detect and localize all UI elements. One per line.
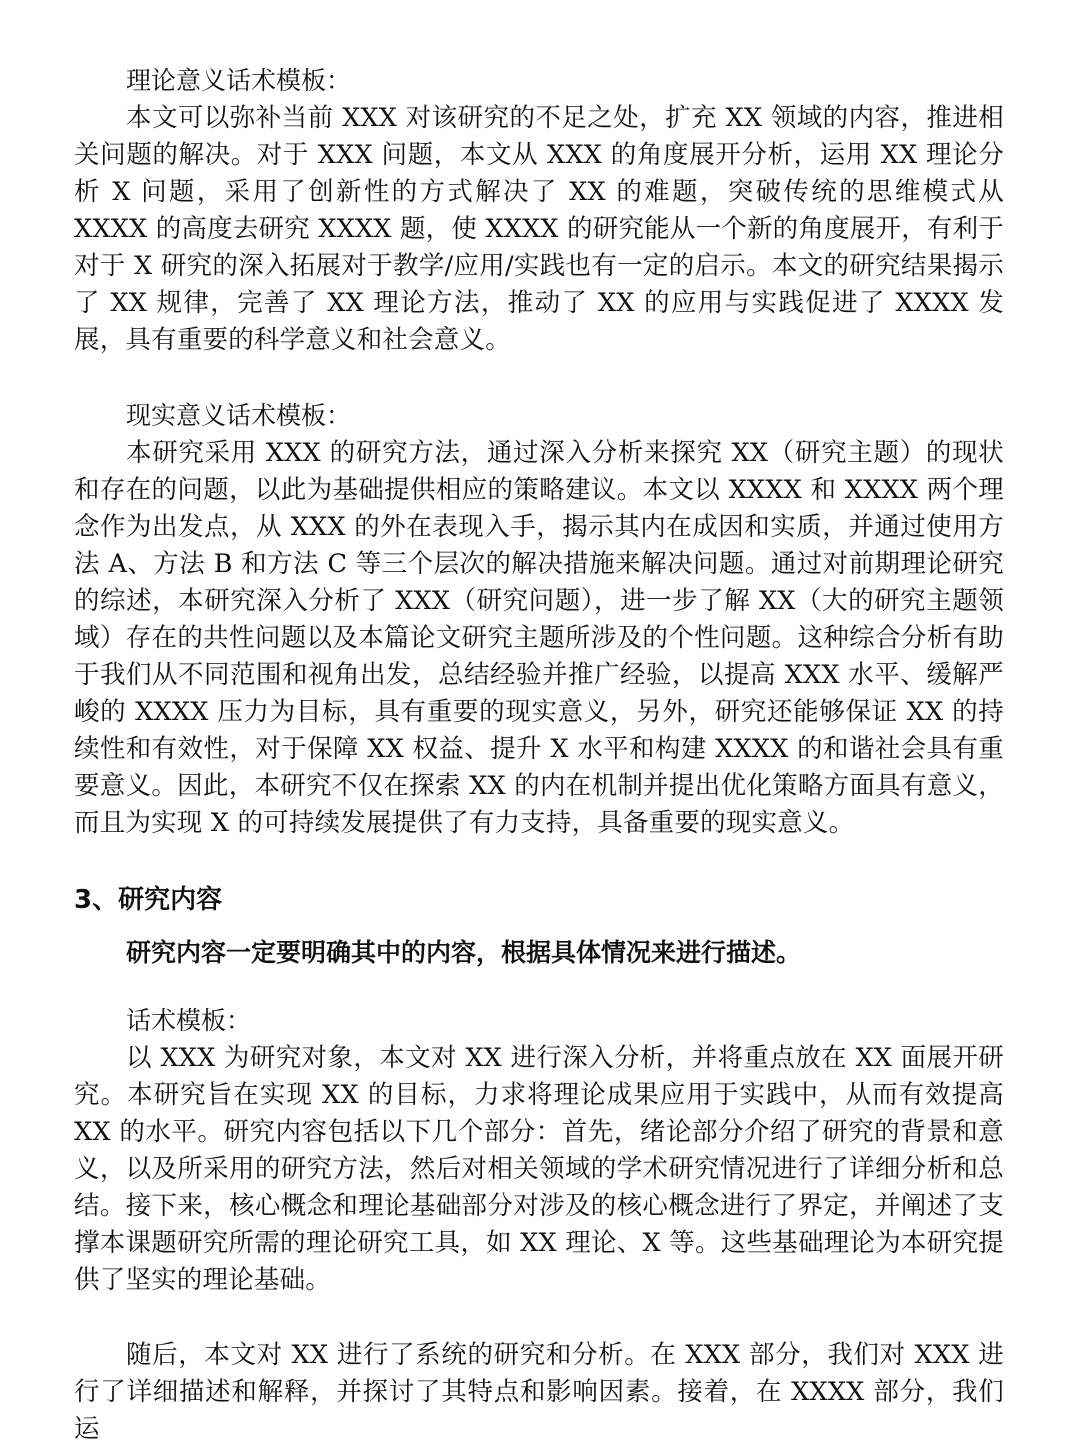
template-heading: 话术模板： — [126, 1006, 252, 1035]
content-paragraph-2: 随后，本文对 XX 进行了系统的研究和分析。在 XXX 部分，我们对 XXX 进行了详细描述和解释，并探讨了其特点和影响因素。接着，在 XXXX 部分，我们运 — [74, 1340, 1004, 1444]
section-title: 3、研究内容 — [74, 885, 223, 915]
practice-paragraph: 本研究采用 XXX 的研究方法，通过深入分析来探究 XX（研究主题）的现状和存在的问题，以此为基础提供相应的策略建议。本文以 XXXX 和 XXXX 两个理念作为出发点，从 XXX 的外在表现入手，揭示其内在成因和实质，并通过使用方法 A、方法 B 和方法 C 等三个层次的解决措施来解决问题。通过对前期理论研究的综述，本研究深入分析了 XXX（研究问题），进一步了解 XX（大的研究主题领域）存在的共性问题以及本篇论文研究主题所涉及的个性问题。这种综合分析有助于我们从不同范围和视角出发，总结经验并推广经验，以提高 XXX 水平、缓解严峻的 XXXX 压力为目标，具有重要的现实意义，另外，研究还能够保证 XX 的持续性和有效性，对于保障 XX 权益、提升 X 水平和构建 XXXX 的和谐社会具有重要意义。因此，本研究不仅在探索 XX 的内在机制并提出优化策略方面具有意义，而且为实现 X 的可持续发展提供了有力支持，具备重要的现实意义。 — [74, 438, 1004, 838]
document-page — [74, 62, 1004, 1448]
practice-heading: 现实意义话术模板： — [126, 401, 352, 430]
theory-heading: 理论意义话术模板： — [126, 66, 352, 95]
content-paragraph-1: 以 XXX 为研究对象，本文对 XX 进行深入分析，并将重点放在 XX 面展开研究。本研究旨在实现 XX 的目标，力求将理论成果应用于实践中，从而有效提高 XX 的水平。研究内容包括以下几个部分：首先，绪论部分介绍了研究的背景和意义，以及所采用的研究方法，然后对相关领域的学术研究情况进行了详细分析和总结。接下来，核心概念和理论基础部分对涉及的核心概念进行了界定，并阐述了支撑本课题研究所需的理论研究工具，如 XX 理论、X 等。这些基础理论为本研究提供了坚实的理论基础。 — [74, 1043, 1004, 1295]
section-note: 研究内容一定要明确其中的内容，根据具体情况来进行描述。 — [126, 938, 802, 967]
theory-paragraph: 本文可以弥补当前 XXX 对该研究的不足之处，扩充 XX 领域的内容，推进相关问题的解决。对于 XXX 问题，本文从 XXX 的角度展开分析，运用 XX 理论分析 X 问题，采用了创新性的方式解决了 XX 的难题，突破传统的思维模式从 XXXX 的高度去研究 XXXX 题，使 XXXX 的研究能从一个新的角度展开，有利于对于 X 研究的深入拓展对于教学/应用/实践也有一定的启示。本文的研究结果揭示了 XX 规律，完善了 XX 理论方法，推动了 XX 的应用与实践促进了 XXXX 发展，具有重要的科学意义和社会意义。 — [74, 103, 1004, 355]
